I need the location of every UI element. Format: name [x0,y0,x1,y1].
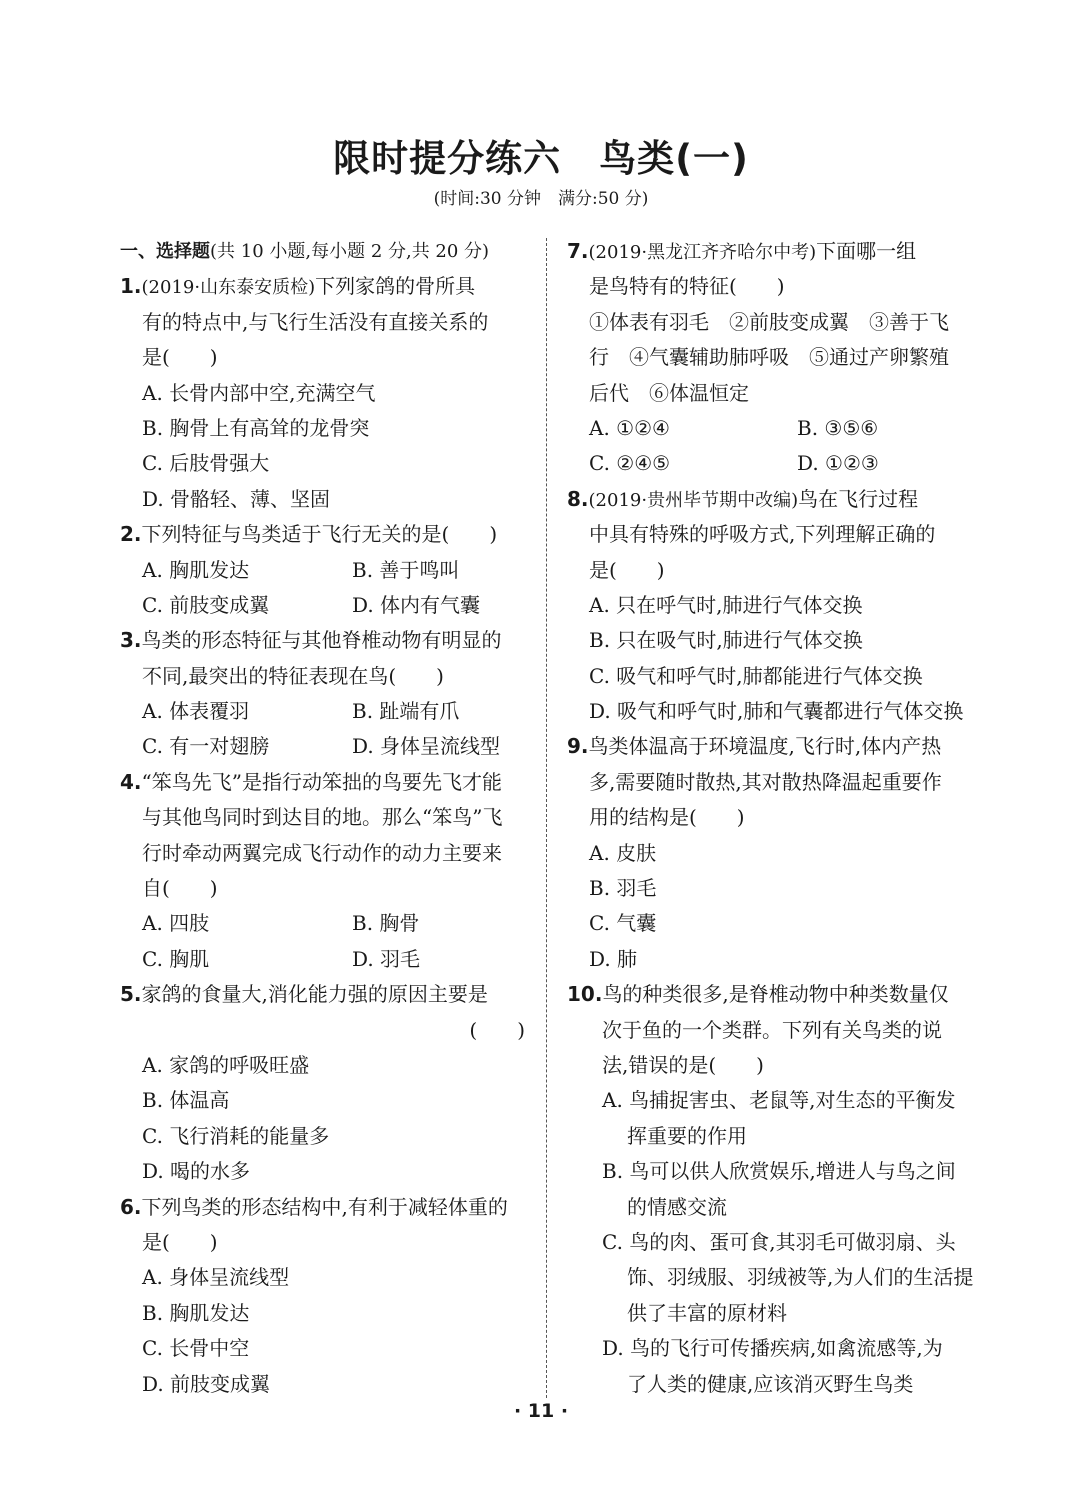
option-a: A. 只在呼气时,肺进行气体交换 [589,592,863,617]
question-number: 10. [567,982,603,1007]
option-d: D. 身体呈流线型 [352,734,501,759]
question-number: 6. [120,1194,142,1219]
question-9 [567,729,982,977]
question-text: 下列鸟类的形态结构中,有利于减轻体重的 [141,1194,508,1219]
option-a: A. ①②④ [589,415,670,440]
option-b: B. 胸骨 [352,911,420,936]
option-d: D. ①②③ [797,451,879,476]
question-number: 7. [567,239,589,263]
option-a: A. 鸟捕捉害虫、老鼠等,对生态的平衡发 [602,1088,956,1113]
question-text: 下列特征与鸟类适于飞行无关的是( ) [141,522,498,547]
option-c: C. 长骨中空 [142,1336,250,1361]
question-number: 1. [120,274,142,299]
question-5 [120,977,535,1189]
option-c: C. 气囊 [589,911,657,936]
option-a: A. 皮肤 [589,840,657,865]
option-c: C. 后肢骨强大 [142,451,270,476]
question-7 [567,234,982,482]
question-10 [567,977,982,1402]
section-note: (共 10 小题,每小题 2 分,共 20 分) [210,241,490,262]
option-c: C. 前肢变成翼 [142,592,270,617]
option-b: B. 善于鸣叫 [352,557,460,582]
question-text: 鸟类体温高于环境温度,飞行时,体内产热 [588,734,942,759]
question-text: 下面哪一组 [816,239,917,263]
question-text: 下列家鸽的骨所具 [315,274,476,299]
section-label: 一、选择题 [120,241,210,262]
question-text: 家鸽的食量大,消化能力强的原因主要是 [141,982,488,1007]
question-text: 后代 ⑥体温恒定 [589,380,749,405]
question-number: 9. [567,734,589,759]
right-column [567,234,982,1402]
option-b: B. 趾端有爪 [352,699,460,724]
left-column [120,234,535,1402]
option-b: B. 羽毛 [589,876,657,901]
question-text: 法,错误的是( ) [602,1052,764,1077]
option-d: D. 骨骼轻、薄、坚固 [142,486,331,511]
question-source: (2019·贵州毕节期中改编) [588,489,799,511]
question-number: 8. [567,486,589,511]
question-text: 鸟的种类很多,是脊椎动物中种类数量仅 [602,982,949,1007]
question-8 [567,482,982,730]
question-number: 2. [120,522,142,547]
option-a-cont: 挥重要的作用 [627,1123,747,1148]
question-text: 用的结构是( ) [589,805,745,830]
question-text: 鸟类的形态特征与其他脊椎动物有明显的 [141,628,502,653]
page-subtitle: (时间:30 分钟 满分:50 分) [433,189,649,209]
question-6 [120,1190,535,1402]
option-d: D. 吸气和呼气时,肺和气囊都进行气体交换 [589,699,964,724]
option-b: B. 体温高 [142,1088,230,1113]
option-d: D. 羽毛 [352,946,421,971]
option-d: D. 肺 [589,946,638,971]
option-d: D. 前肢变成翼 [142,1371,271,1396]
question-2 [120,517,535,623]
option-a: A. 体表覆羽 [142,699,250,724]
question-text: 自( ) [142,876,218,901]
option-c: C. 胸肌 [142,946,210,971]
page-number: · 11 · [513,1400,569,1422]
question-text: 多,需要随时散热,其对散热降温起重要作 [589,769,942,794]
option-b: B. 只在吸气时,肺进行气体交换 [589,628,863,653]
option-c: C. 鸟的肉、蛋可食,其羽毛可做羽扇、头 [602,1229,956,1254]
option-b: B. ③⑤⑥ [797,415,879,440]
question-source: (2019·黑龙江齐齐哈尔中考) [588,242,817,263]
option-a: A. 家鸽的呼吸旺盛 [142,1052,310,1077]
section-heading [120,234,535,269]
question-1 [120,269,535,517]
option-a: A. 四肢 [142,911,210,936]
question-text: 不同,最突出的特征表现在鸟( ) [142,663,444,688]
question-number: 4. [120,769,142,794]
option-c: C. ②④⑤ [589,451,671,476]
question-text: 是( ) [142,1229,218,1254]
question-text: 中具有特殊的呼吸方式,下列理解正确的 [589,522,936,547]
option-b: B. 鸟可以供人欣赏娱乐,增进人与鸟之间 [602,1159,956,1184]
question-source: (2019·山东泰安质检) [141,277,316,299]
question-text: ①体表有羽毛 ②前肢变成翼 ③善于飞 [589,309,949,334]
option-c-cont: 供了丰富的原材料 [627,1300,787,1325]
question-text: 鸟在飞行过程 [798,486,919,511]
option-d: D. 体内有气囊 [352,592,481,617]
answer-paren: ( ) [469,1017,525,1042]
option-d: D. 喝的水多 [142,1159,251,1184]
question-text: 行 ④气囊辅助肺呼吸 ⑤通过产卵繁殖 [589,345,949,370]
option-b-cont: 的情感交流 [627,1194,727,1219]
question-text: 是( ) [142,345,218,370]
option-b: B. 胸肌发达 [142,1300,250,1325]
option-d-cont: 了人类的健康,应该消灭野生鸟类 [627,1371,914,1396]
option-c: C. 吸气和呼气时,肺都能进行气体交换 [589,663,923,688]
question-text: 有的特点中,与飞行生活没有直接关系的 [142,309,489,334]
column-divider [546,238,547,1398]
question-number: 3. [120,628,142,653]
question-text: “笨鸟先飞”是指行动笨拙的鸟要先飞才能 [141,769,502,794]
option-a: A. 胸肌发达 [142,557,250,582]
option-c: C. 有一对翅膀 [142,734,270,759]
question-text: 与其他鸟同时到达目的地。那么“笨鸟”飞 [142,805,503,830]
question-number: 5. [120,982,142,1007]
option-a: A. 长骨内部中空,充满空气 [142,380,376,405]
question-text: 次于鱼的一个类群。下列有关鸟类的说 [602,1017,942,1042]
option-b: B. 胸骨上有高耸的龙骨突 [142,415,370,440]
question-4 [120,765,535,977]
question-3 [120,623,535,765]
question-text: 是鸟特有的特征( ) [589,274,785,299]
page-title: 限时提分练六 鸟类(一) [333,137,749,180]
question-text: 行时牵动两翼完成飞行动作的动力主要来 [142,840,502,865]
option-d: D. 鸟的飞行可传播疾病,如禽流感等,为 [602,1336,943,1361]
option-c-cont: 饰、羽绒服、羽绒被等,为人们的生活提 [627,1265,974,1290]
question-text: 是( ) [589,557,665,582]
option-c: C. 飞行消耗的能量多 [142,1123,330,1148]
option-a: A. 身体呈流线型 [142,1265,290,1290]
